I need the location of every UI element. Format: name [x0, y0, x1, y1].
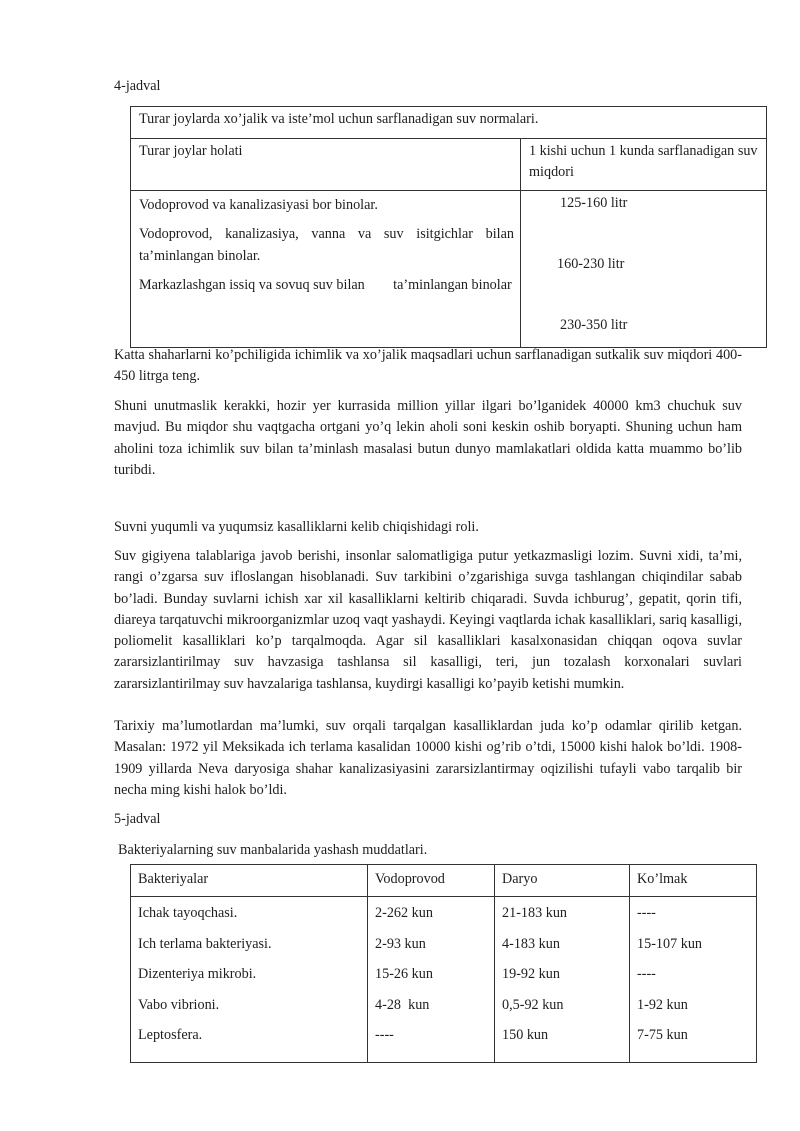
- table5-cell: 1-92 kun: [637, 996, 688, 1013]
- table5-cell: ----: [637, 905, 656, 922]
- paragraph-water-consumption: Katta shaharlarni ko’pchiligida ichimlik va xo’jalik maqsadlari uchun sarflanadigan sutkalik suv miqdori 400-450 litrga teng.: [114, 347, 742, 385]
- table5-cell: 15-26 kun: [375, 966, 433, 983]
- table4-amounts-cell: [521, 191, 767, 348]
- table5-cell: ----: [375, 1027, 394, 1044]
- table4-condition-1: Vodoprovod va kanalizasiyasi bor binolar.: [139, 197, 378, 213]
- table5-cell: 21-183 kun: [502, 905, 568, 922]
- table4-amount-2: 160-230 litr: [557, 256, 625, 272]
- table5-cell: 4-183 kun: [502, 935, 560, 952]
- table5-header-pond: Ko’lmak: [630, 865, 757, 897]
- table4-condition-3: Markazlashgan issiq va sovuq suv bilan ta’minlangan binolar: [139, 276, 512, 293]
- table5-tapwater-column: [368, 897, 495, 1063]
- table5-cell: 4-28 kun: [375, 996, 430, 1013]
- table4-amount-1: 125-160 litr: [560, 195, 628, 211]
- table5-title: Bakteriyalarning suv manbalarida yashash muddatlari.: [118, 842, 428, 858]
- table4-condition-2: Vodoprovod, kanalizasiya, vanna va suv isitgichlar bilan ta’minlangan binolar.: [139, 226, 514, 264]
- paragraph-history: Tarixiy ma’lumotlardan ma’lumki, suv orqali tarqalgan kasalliklardan juda ko’p odamlar qirilib ketgan. Masalan: 1972 yil Meksikada ich terlama kasalidan 10000 kishi og’rib o’tdi, 15000 kishi halok bo’ldi. 1908-1909 yillarda Neva daryosiga shahar kanalizasiyasini zararsizlantirmay oqizilishi tufayli vabo tarqalib bir necha ming kishi halok bo’ldi.: [114, 718, 742, 798]
- table4-header-condition: Turar joylar holati: [131, 139, 521, 191]
- paragraph-water-hygiene: Suv gigiyena talablariga javob berishi, insonlar salomatligiga putur yetkazmasligi lozim. Suvni xidi, ta’mi, rangi o’zgarsa suv ifloslangan hisoblanadi. Suv tarkibini o’zgarishiga suvga tashlangan chiqindilar sabab bo’ladi. Bunday suvlarni ichish xar xil kasalliklarni keltirib chiqaradi. Suvda ichburug’, gepatit, qorin tifi, diareya tarqatuvchi mikroorganizmlar uzoq vaqt yashaydi. Keyingi vaqtlarda ichak kasalliklari, sariq kasalligi, poliomelit kasalliklari ko’p tarqalmoqda. Agar sil kasalliklari kasalxonasidan chiqqan oqova suvlar zararsizlantirilmay suv havzasiga tashlansa sil kasalligi, teri, jun tozalash korxonalari suvlari zararsizlantirilmay suv havzalariga tashlansa, kuydirgi kasalligi ko’payib ketishi mumkin.: [114, 548, 742, 692]
- table5-cell: 19-92 kun: [502, 966, 560, 983]
- table4-caption: 4-jadval: [114, 78, 161, 94]
- table5-cell: 7-75 kun: [637, 1027, 688, 1044]
- table4-title: Turar joylarda xo’jalik va iste’mol uchun sarflanadigan suv normalari.: [131, 107, 767, 139]
- table5-header-river: Daryo: [495, 865, 630, 897]
- bacteria-survival-table: [130, 864, 757, 1063]
- table5-caption: 5-jadval: [114, 811, 161, 827]
- table5-cell: 2-93 kun: [375, 935, 426, 952]
- section-heading: Suvni yuqumli va yuqumsiz kasalliklarni kelib chiqishidagi roli.: [114, 519, 479, 535]
- table5-cell: Vabo vibrioni.: [138, 996, 220, 1013]
- table5-bacteria-column: [131, 897, 368, 1063]
- water-norms-table: [130, 106, 767, 348]
- table5-pond-column: [630, 897, 757, 1063]
- table5-cell: 0,5-92 kun: [502, 996, 564, 1013]
- paragraph-fresh-water: Shuni unutmaslik kerakki, hozir yer kurrasida million yillar ilgari bo’lganidek 40000 km3 chuchuk suv mavjud. Bu miqdor shu vaqtgacha ortgani yo’q lekin aholi soni keskin oshib boryapti. Shuning uchun ham aholini toza ichimlik suv bilan ta’minlash masalasi butun dunyo mamlakatlari oldida katta muammo bo’lib turibdi.: [114, 398, 742, 478]
- table5-cell: Leptosfera.: [138, 1027, 203, 1044]
- table5-header-tapwater: Vodoprovod: [368, 865, 495, 897]
- table5-river-column: [495, 897, 630, 1063]
- table4-header-amount: 1 kishi uchun 1 kunda sarflanadigan suv miqdori: [521, 139, 767, 191]
- table5-cell: 150 kun: [502, 1027, 549, 1044]
- table4-amount-3: 230-350 litr: [560, 317, 628, 333]
- table5-cell: 2-262 kun: [375, 905, 433, 922]
- table5-cell: ----: [637, 966, 656, 983]
- table5-cell: Ichak tayoqchasi.: [138, 905, 238, 922]
- table5-cell: Ich terlama bakteriyasi.: [138, 935, 272, 952]
- table5-header-bacteria: Bakteriyalar: [131, 865, 368, 897]
- table4-conditions-cell: [131, 191, 521, 348]
- table5-cell: Dizenteriya mikrobi.: [138, 966, 257, 983]
- table5-cell: 15-107 kun: [637, 935, 703, 952]
